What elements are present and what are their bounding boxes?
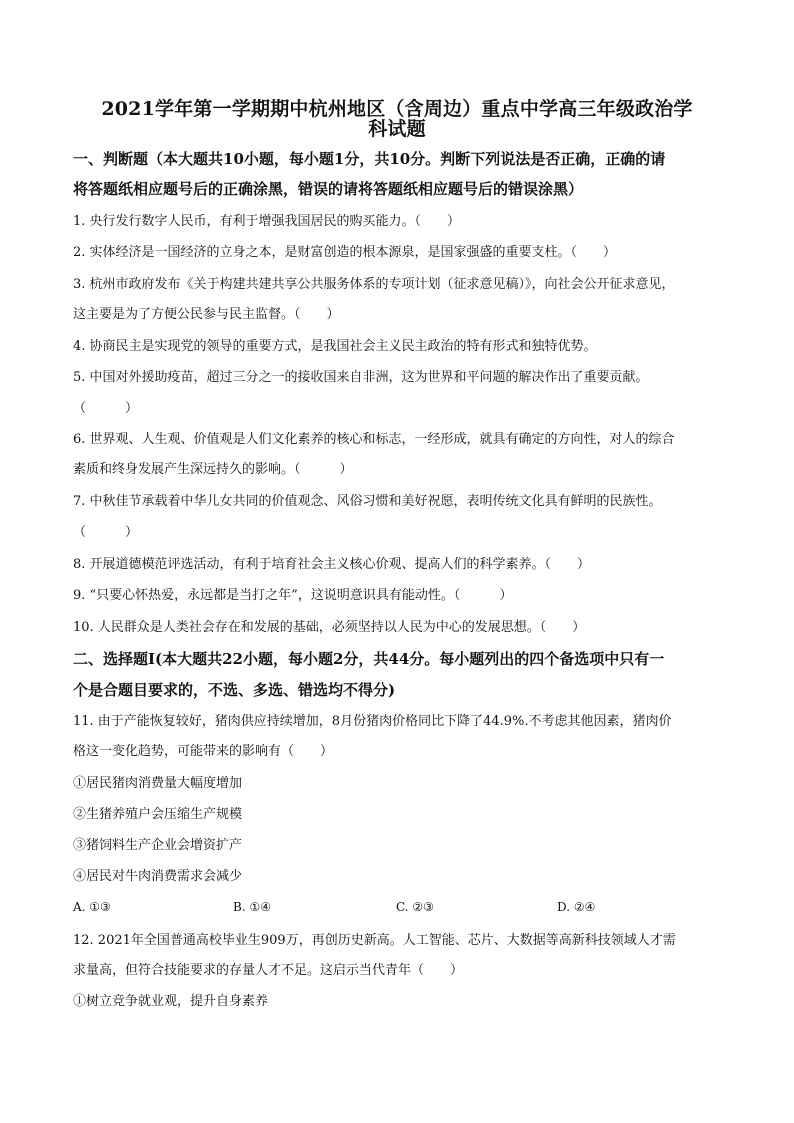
question-8: 8. 开展道德模范评选活动，有利于培育社会主义核心价观、提高人们的科学素养。（ ） <box>73 557 591 572</box>
exam-title-line1: 2021学年第一学期期中杭州地区（含周边）重点中学高三年级政治学 <box>101 98 693 120</box>
question-11-line1: 11. 由于产能恢复较好，猪肉供应持续增加，8月份猪肉价格同比下降了44.9%.不考虑其他因素，猪肉价 <box>73 714 672 729</box>
question-3-line2: 这主要是为了方便公民参与民主监督。（ ） <box>73 307 340 322</box>
question-3-line1: 3. 杭州市政府发布《关于构建共建共享公共服务体系的专项计划（征求意见稿）》，向社会公开征求意见， <box>73 277 675 292</box>
question-4: 4. 协商民主是实现党的领导的重要方式，是我国社会主义民主政治的特有形式和独特优势。 <box>73 339 597 354</box>
question-6-line1: 6. 世界观、人生观、价值观是人们文化素养的核心和标志，一经形成，就具有确定的方向性，对人的综合 <box>73 432 675 447</box>
question-7-line1: 7. 中秋佳节承载着中华儿女共同的价值观念、风俗习惯和美好祝愿，表明传统文化具有鲜明的民族性。 <box>73 494 662 509</box>
question-11-item4: ④居民对牛肉消费需求会减少 <box>73 869 243 884</box>
question-11-option-d: D. ②④ <box>557 900 596 914</box>
question-11-option-b: B. ①④ <box>233 900 271 914</box>
section1-heading-line2: 将答题纸相应题号后的正确涂黑，错误的请将答题纸相应题号后的错误涂黑） <box>73 180 584 198</box>
question-9: 9. “只要心怀热爱，永远都是当打之年”，这说明意识具有能动性。（ ） <box>73 588 513 603</box>
question-5-line2: （ ） <box>73 401 139 416</box>
question-12-line1: 12. 2021年全国普通高校毕业生909万，再创历史新高。人工智能、芯片、大数据等高新科技领域人才需 <box>73 933 676 948</box>
question-10: 10. 人民群众是人类社会存在和发展的基础，必须坚持以人民为中心的发展思想。（ ） <box>73 620 586 635</box>
question-11-item2: ②生猪养殖户会压缩生产规模 <box>73 807 243 822</box>
question-6-line2: 素质和终身发展产生深远持久的影响。（ ） <box>73 462 353 477</box>
question-12-item1: ①树立竞争就业观，提升自身素养 <box>73 994 269 1009</box>
question-11-option-c: C. ②③ <box>396 900 434 914</box>
question-11-item3: ③猪饲料生产企业会增资扩产 <box>73 838 243 853</box>
question-11-item1: ①居民猪肉消费量大幅度增加 <box>73 776 243 791</box>
question-2: 2. 实体经济是一国经济的立身之本，是财富创造的根本源泉，是国家强盛的重要支柱。（ ） <box>73 245 617 260</box>
question-11-line2: 格这一变化趋势，可能带来的影响有（ ） <box>73 744 334 759</box>
question-1: 1. 央行发行数字人民币，有利于增强我国居民的购买能力。（ ） <box>73 214 461 229</box>
question-5-line1: 5. 中国对外援助疫苗，超过三分之一的接收国来自非洲，这为世界和平问题的解决作出了重要贡献。 <box>73 370 649 385</box>
question-7-line2: （ ） <box>73 525 139 540</box>
section2-heading-line2: 个是合题目要求的，不选、多选、错选均不得分) <box>73 681 396 699</box>
section1-heading-line1: 一、判断题（本大题共10小题，每小题1分，共10分。判断下列说法是否正确，正确的请 <box>73 150 666 168</box>
section2-heading-line1: 二、选择题Ⅰ(本大题共22小题，每小题2分，共44分。每小题列出的四个备选项中只有一 <box>73 650 665 668</box>
question-12-line2: 求量高，但符合技能要求的存量人才不足。这启示当代青年（ ） <box>73 963 464 978</box>
question-11-option-a: A. ①③ <box>73 900 111 914</box>
exam-title-line2: 科试题 <box>368 118 426 140</box>
